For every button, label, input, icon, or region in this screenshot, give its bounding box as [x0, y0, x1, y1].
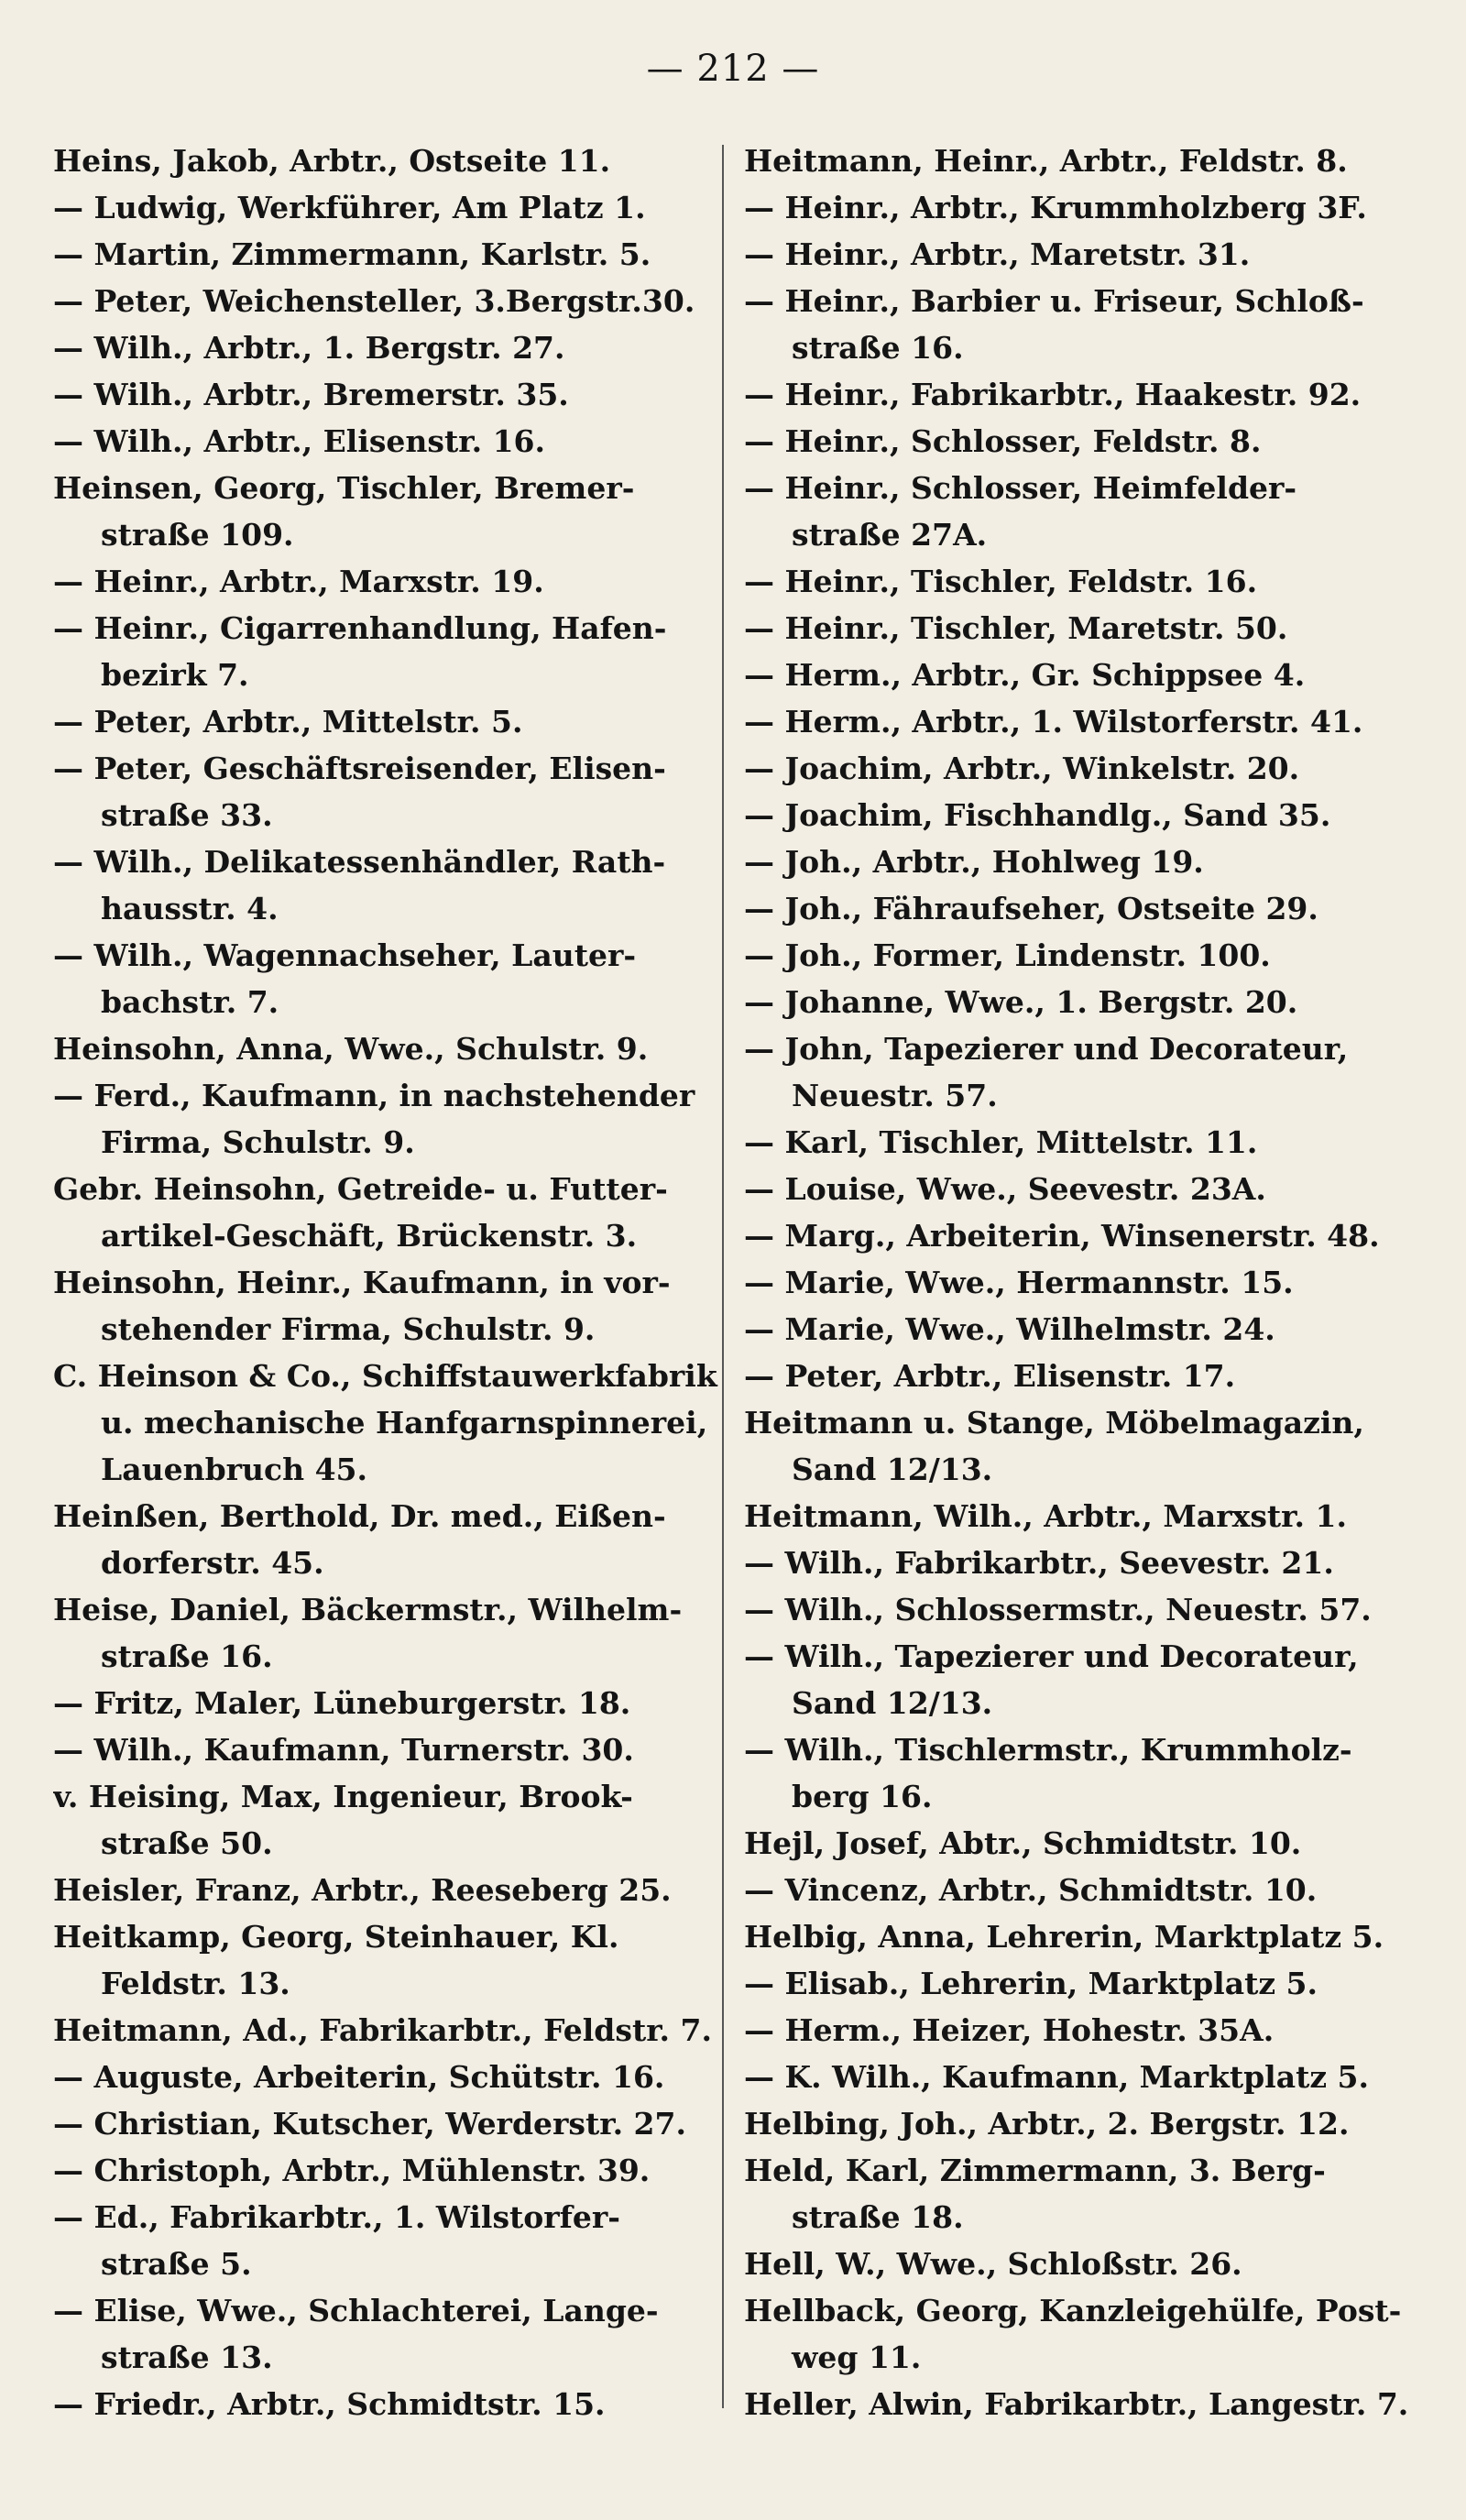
- right-column: [744, 137, 1431, 2427]
- directory-entry-line: — Marg., Arbeiterin, Winsenerstr. 48.: [744, 1218, 1380, 1254]
- directory-entry-line: — Johanne, Wwe., 1. Bergstr. 20.: [744, 984, 1298, 1020]
- directory-entry-line: Heinßen, Berthold, Dr. med., Eißen-: [53, 1498, 666, 1534]
- directory-entry-line: — Wilh., Delikatessenhändler, Rath-: [53, 844, 666, 880]
- directory-entry-line: straße 16.: [792, 330, 964, 366]
- directory-entry-line: Heitmann, Wilh., Arbtr., Marxstr. 1.: [744, 1498, 1347, 1534]
- directory-entry-line: Hejl, Josef, Abtr., Schmidtstr. 10.: [744, 1825, 1302, 1861]
- directory-entry-line: u. mechanische Hanfgarnspinnerei,: [101, 1405, 708, 1441]
- directory-entry-line: Heitkamp, Georg, Steinhauer, Kl.: [53, 1919, 619, 1955]
- directory-entry-line: Neuestr. 57.: [792, 1078, 998, 1113]
- directory-entry-line: — Heinr., Fabrikarbtr., Haakestr. 92.: [744, 377, 1362, 412]
- directory-entry-line: — Heinr., Arbtr., Marxstr. 19.: [53, 564, 544, 599]
- directory-entry-line: Heinsohn, Anna, Wwe., Schulstr. 9.: [53, 1031, 649, 1067]
- directory-entry-line: — Wilh., Kaufmann, Turnerstr. 30.: [53, 1732, 634, 1768]
- directory-entry-line: straße 16.: [101, 1638, 273, 1674]
- page-number: — 212 —: [646, 48, 820, 90]
- directory-entry-line: — Wilh., Tischlermstr., Krummholz-: [744, 1732, 1352, 1768]
- directory-entry-line: straße 27A.: [792, 517, 988, 553]
- directory-entry-line: Heitmann, Heinr., Arbtr., Feldstr. 8.: [744, 143, 1348, 179]
- directory-entry-line: — Friedr., Arbtr., Schmidtstr. 15.: [53, 2386, 606, 2422]
- directory-entry-line: Heinsen, Georg, Tischler, Bremer-: [53, 470, 635, 506]
- directory-entry-line: — Ed., Fabrikarbtr., 1. Wilstorfer-: [53, 2199, 620, 2235]
- directory-entry-line: — Joh., Fähraufseher, Ostseite 29.: [744, 891, 1318, 926]
- directory-entry-line: — Wilh., Schlossermstr., Neuestr. 57.: [744, 1592, 1372, 1627]
- directory-entry-line: — Heinr., Tischler, Maretstr. 50.: [744, 610, 1288, 646]
- directory-entry-line: — Joh., Former, Lindenstr. 100.: [744, 937, 1271, 973]
- directory-entry-line: stehender Firma, Schulstr. 9.: [101, 1311, 596, 1347]
- directory-entry-line: Heller, Alwin, Fabrikarbtr., Langestr. 7.: [744, 2386, 1409, 2422]
- directory-entry-line: — Vincenz, Arbtr., Schmidtstr. 10.: [744, 1872, 1318, 1908]
- directory-entry-line: — Herm., Arbtr., 1. Wilstorferstr. 41.: [744, 704, 1363, 740]
- directory-entry-line: Heise, Daniel, Bäckermstr., Wilhelm-: [53, 1592, 683, 1627]
- directory-entry-line: straße 109.: [101, 517, 294, 553]
- directory-entry-line: straße 5.: [101, 2246, 252, 2282]
- directory-entry-line: weg 11.: [792, 2339, 922, 2375]
- directory-entry-line: — Christoph, Arbtr., Mühlenstr. 39.: [53, 2153, 651, 2188]
- directory-entry-line: — Heinr., Cigarrenhandlung, Hafen-: [53, 610, 667, 646]
- directory-entry-line: — Louise, Wwe., Seevestr. 23A.: [744, 1171, 1266, 1207]
- directory-entry-line: — Heinr., Arbtr., Krummholzberg 3F.: [744, 190, 1367, 225]
- directory-entry-line: Hellback, Georg, Kanzleigehülfe, Post-: [744, 2293, 1402, 2328]
- directory-entry-line: — Heinr., Schlosser, Heimfelder-: [744, 470, 1297, 506]
- directory-entry-line: — Fritz, Maler, Lüneburgerstr. 18.: [53, 1685, 631, 1721]
- directory-entry-line: — Heinr., Arbtr., Maretstr. 31.: [744, 236, 1251, 272]
- directory-entry-line: — K. Wilh., Kaufmann, Marktplatz 5.: [744, 2059, 1369, 2095]
- directory-entry-line: — Marie, Wwe., Hermannstr. 15.: [744, 1265, 1294, 1300]
- left-column: [53, 137, 749, 2427]
- directory-entry-line: — Karl, Tischler, Mittelstr. 11.: [744, 1124, 1258, 1160]
- directory-entry-line: artikel-Geschäft, Brückenstr. 3.: [101, 1218, 638, 1254]
- directory-entry-line: — Herm., Arbtr., Gr. Schippsee 4.: [744, 657, 1306, 693]
- column-divider: [722, 145, 724, 2408]
- directory-entry-line: — Heinr., Barbier u. Friseur, Schloß-: [744, 283, 1364, 319]
- directory-entry-line: straße 18.: [792, 2199, 964, 2235]
- directory-entry-line: straße 50.: [101, 1825, 273, 1861]
- directory-entry-line: — Wilh., Tapezierer und Decorateur,: [744, 1638, 1359, 1674]
- directory-entry-line: Sand 12/13.: [792, 1452, 993, 1487]
- directory-entry-line: — Wilh., Arbtr., Elisenstr. 16.: [53, 423, 545, 459]
- directory-entry-line: dorferstr. 45.: [101, 1545, 324, 1581]
- directory-entry-line: — Wilh., Arbtr., Bremerstr. 35.: [53, 377, 569, 412]
- directory-entry-line: — Martin, Zimmermann, Karlstr. 5.: [53, 236, 651, 272]
- directory-entry-line: hausstr. 4.: [101, 891, 279, 926]
- directory-entry-line: — Peter, Arbtr., Mittelstr. 5.: [53, 704, 523, 740]
- directory-entry-line: — Auguste, Arbeiterin, Schütstr. 16.: [53, 2059, 665, 2095]
- directory-entry-line: — Herm., Heizer, Hohestr. 35A.: [744, 2012, 1275, 2048]
- directory-entry-line: Firma, Schulstr. 9.: [101, 1124, 415, 1160]
- directory-entry-line: Heins, Jakob, Arbtr., Ostseite 11.: [53, 143, 611, 179]
- directory-entry-line: — Wilh., Arbtr., 1. Bergstr. 27.: [53, 330, 565, 366]
- directory-entry-line: berg 16.: [792, 1779, 933, 1814]
- directory-entry-line: — Wilh., Wagennachseher, Lauter-: [53, 937, 637, 973]
- directory-entry-line: Feldstr. 13.: [101, 1966, 290, 2001]
- directory-entry-line: Heisler, Franz, Arbtr., Reeseberg 25.: [53, 1872, 672, 1908]
- directory-entry-line: straße 13.: [101, 2339, 273, 2375]
- directory-entry-line: Held, Karl, Zimmermann, 3. Berg-: [744, 2153, 1326, 2188]
- directory-entry-line: — Joachim, Fischhandlg., Sand 35.: [744, 797, 1331, 833]
- directory-entry-line: — Elisab., Lehrerin, Marktplatz 5.: [744, 1966, 1318, 2001]
- directory-entry-line: — Joachim, Arbtr., Winkelstr. 20.: [744, 751, 1300, 786]
- directory-entry-line: — Joh., Arbtr., Hohlweg 19.: [744, 844, 1204, 880]
- directory-entry-line: — Heinr., Tischler, Feldstr. 16.: [744, 564, 1258, 599]
- directory-entry-line: — Marie, Wwe., Wilhelmstr. 24.: [744, 1311, 1275, 1347]
- directory-entry-line: straße 33.: [101, 797, 273, 833]
- directory-entry-line: — Heinr., Schlosser, Feldstr. 8.: [744, 423, 1262, 459]
- directory-entry-line: bezirk 7.: [101, 657, 249, 693]
- directory-entry-line: Sand 12/13.: [792, 1685, 993, 1721]
- directory-entry-line: C. Heinson & Co., Schiffstauwerkfabrik: [53, 1358, 717, 1394]
- directory-entry-line: Gebr. Heinsohn, Getreide- u. Futter-: [53, 1171, 668, 1207]
- directory-entry-line: Helbing, Joh., Arbtr., 2. Bergstr. 12.: [744, 2106, 1350, 2142]
- directory-entry-line: — Peter, Arbtr., Elisenstr. 17.: [744, 1358, 1236, 1394]
- directory-entry-line: — Peter, Weichensteller, 3.Bergstr.30.: [53, 283, 695, 319]
- directory-entry-line: — John, Tapezierer und Decorateur,: [744, 1031, 1349, 1067]
- directory-entry-line: — Ferd., Kaufmann, in nachstehender: [53, 1078, 695, 1113]
- directory-entry-line: — Peter, Geschäftsreisender, Elisen-: [53, 751, 666, 786]
- directory-entry-line: Heitmann u. Stange, Möbelmagazin,: [744, 1405, 1364, 1441]
- directory-entry-line: bachstr. 7.: [101, 984, 279, 1020]
- directory-entry-line: — Elise, Wwe., Schlachterei, Lange-: [53, 2293, 659, 2328]
- directory-entry-line: Lauenbruch 45.: [101, 1452, 368, 1487]
- directory-entry-line: Helbig, Anna, Lehrerin, Marktplatz 5.: [744, 1919, 1384, 1955]
- directory-entry-line: — Ludwig, Werkführer, Am Platz 1.: [53, 190, 646, 225]
- directory-entry-line: Heitmann, Ad., Fabrikarbtr., Feldstr. 7.: [53, 2012, 712, 2048]
- directory-entry-line: Heinsohn, Heinr., Kaufmann, in vor-: [53, 1265, 671, 1300]
- directory-entry-line: — Christian, Kutscher, Werderstr. 27.: [53, 2106, 686, 2142]
- directory-entry-line: — Wilh., Fabrikarbtr., Seevestr. 21.: [744, 1545, 1334, 1581]
- directory-entry-line: v. Heising, Max, Ingenieur, Brook-: [53, 1779, 633, 1814]
- directory-entry-line: Hell, W., Wwe., Schloßstr. 26.: [744, 2246, 1242, 2282]
